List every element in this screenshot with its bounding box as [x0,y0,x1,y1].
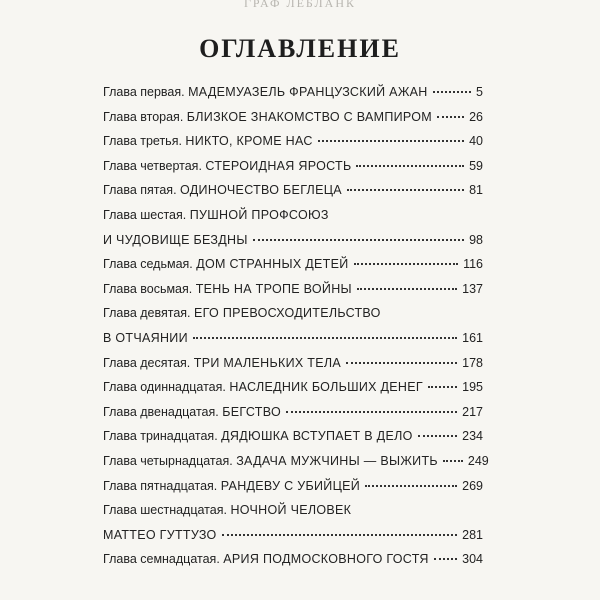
page-number: 137 [462,281,483,296]
toc-entry-line [103,105,483,130]
toc-entry [103,277,483,302]
toc-entry-line [103,326,483,351]
toc-entry-label [103,129,313,154]
chapter-label: Глава пятая. [103,183,177,198]
toc-entry [103,178,483,203]
toc-entry-line [103,301,483,326]
chapter-title: БЛИЗКОЕ ЗНАКОМСТВО С ВАМПИРОМ [186,109,432,124]
toc-entry-line [103,449,489,474]
dot-leader [443,460,463,462]
toc-entry-line [103,474,483,499]
toc-entry-label [103,375,423,400]
dot-leader [365,485,457,487]
dot-leader [428,386,457,388]
toc-entry-line [103,228,483,253]
page-number: 40 [469,134,483,149]
toc-entry-line [103,80,483,105]
page-number: 161 [462,330,483,345]
chapter-title: НОЧНОЙ ЧЕЛОВЕК [230,503,352,518]
chapter-label: Глава шестая. [103,207,187,222]
toc-entry-label [103,252,349,277]
toc-entry-label [103,523,217,548]
toc-entry-label [103,277,352,302]
toc-entry [103,375,483,400]
toc-entry-line [103,203,483,228]
page-number: 269 [462,478,483,493]
chapter-label: Глава третья. [103,134,182,149]
toc-entry-label [103,547,429,572]
chapter-label: Глава четвертая. [103,158,202,173]
running-head: ГРАФ ЛЕБЛАНК [243,0,356,10]
chapter-label: Глава двенадцатая. [103,404,219,419]
toc-entry-line [103,547,483,572]
dot-leader [434,558,457,560]
chapter-title: В ОТЧАЯНИИ [103,330,188,345]
chapter-label: Глава тринадцатая. [103,429,218,444]
page-number: 59 [469,158,483,173]
chapter-label: Глава восьмая. [103,281,193,296]
toc-entry [103,301,483,350]
dot-leader [356,165,464,167]
toc-entry [103,105,483,130]
chapter-title: ДОМ СТРАННЫХ ДЕТЕЙ [196,257,349,272]
chapter-title: ЗАДАЧА МУЖЧИНЫ — ВЫЖИТЬ [236,453,438,468]
toc-entry [103,449,489,474]
dot-leader [286,411,457,413]
page-number: 304 [462,552,483,567]
chapter-label: Глава седьмая. [103,257,193,272]
dot-leader [347,189,464,191]
toc-entry-line [103,277,483,302]
chapter-label: Глава десятая. [103,355,191,370]
dot-leader [357,288,457,290]
toc-entry-label [103,351,341,376]
page-title: ОГЛАВЛЕНИЕ [199,34,401,63]
page-number: 249 [467,453,489,468]
chapter-label: Глава девятая. [103,306,191,321]
toc-entry [103,474,483,499]
chapter-title: ДЯДЮШКА ВСТУПАЕТ В ДЕЛО [221,429,413,444]
chapter-title: МАДЕМУАЗЕЛЬ ФРАНЦУЗСКИЙ АЖАН [188,85,428,99]
toc-entry-line [103,400,483,425]
chapter-title: НИКТО, КРОМЕ НАС [185,134,313,149]
toc-entry-line [103,178,483,203]
page-number: 116 [463,257,483,272]
toc-entry-label [103,424,413,449]
toc-entry-label [103,105,432,130]
page-number: 81 [469,183,483,198]
page-number: 98 [469,232,483,247]
toc-entry-line [103,424,483,449]
dot-leader [193,337,457,339]
toc-entry-line [103,351,483,376]
chapter-label: Глава вторая. [103,109,184,124]
toc-entry-label [103,154,351,179]
toc-entry [103,203,483,252]
chapter-label: Глава одиннадцатая. [103,380,226,395]
chapter-title: БЕГСТВО [222,404,281,419]
toc-entry-label [103,80,428,105]
page-number: 217 [462,404,483,419]
chapter-label: Глава четырнадцатая. [103,453,233,468]
toc-entry [103,351,483,376]
toc-entry [103,400,483,425]
toc-entry-label [103,449,438,474]
chapter-label: Глава шестнадцатая. [103,503,227,518]
dot-leader [346,362,457,364]
toc-entry [103,129,483,154]
chapter-title: ТЕНЬ НА ТРОПЕ ВОЙНЫ [195,281,352,296]
chapter-title: ТРИ МАЛЕНЬКИХ ТЕЛА [193,355,341,370]
dot-leader [433,91,471,93]
toc-entry-label [103,326,188,351]
toc-entry-label [103,228,248,253]
chapter-title: РАНДЕВУ С УБИЙЦЕЙ [220,478,361,493]
toc-entry [103,154,483,179]
dot-leader [253,239,464,241]
chapter-title: ОДИНОЧЕСТВО БЕГЛЕЦА [180,183,342,198]
page-number: 5 [476,85,483,99]
table-of-contents [103,80,489,572]
toc-entry-line [103,523,483,548]
chapter-title: ЕГО ПРЕВОСХОДИТЕЛЬСТВО [194,306,381,321]
page-number: 281 [462,527,483,542]
dot-leader [437,116,464,118]
page-number: 195 [462,380,483,395]
toc-entry [103,547,483,572]
page-number: 26 [469,109,483,124]
chapter-title: АРИЯ ПОДМОСКОВНОГО ГОСТЯ [223,552,429,567]
chapter-label: Глава пятнадцатая. [103,478,218,493]
chapter-title: НАСЛЕДНИК БОЛЬШИХ ДЕНЕГ [229,380,423,395]
toc-entry-label [103,178,342,203]
toc-entry-line [103,154,483,179]
dot-leader [318,140,464,142]
chapter-title: И ЧУДОВИЩЕ БЕЗДНЫ [103,232,248,247]
toc-entry-line [103,129,483,154]
dot-leader [418,435,458,437]
chapter-title: МАТТЕО ГУТТУЗО [103,527,217,542]
toc-entry [103,80,483,105]
toc-entry-label [103,474,360,499]
toc-entry-line [103,252,483,277]
page-number: 178 [462,355,483,370]
dot-leader [354,263,459,265]
chapter-title: ПУШНОЙ ПРОФСОЮЗ [189,207,329,222]
chapter-title: СТЕРОИДНАЯ ЯРОСТЬ [205,158,352,173]
chapter-label: Глава первая. [103,85,185,99]
page-number: 234 [462,429,483,444]
toc-entry [103,252,483,277]
toc-entry [103,498,483,547]
toc-entry [103,424,483,449]
toc-entry-line [103,498,483,523]
toc-entry-label [103,400,281,425]
toc-entry-line [103,375,483,400]
dot-leader [222,534,458,536]
chapter-label: Глава семнадцатая. [103,552,220,567]
